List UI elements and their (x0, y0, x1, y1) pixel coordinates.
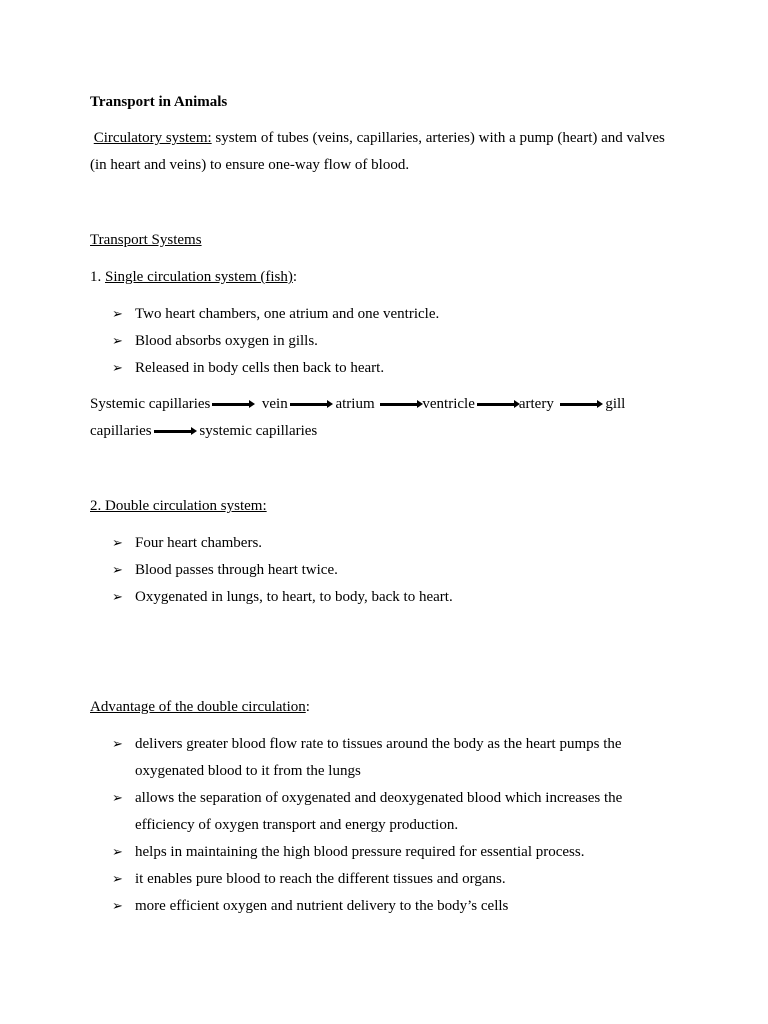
list-item: ➢ Released in body cells then back to heart. (90, 355, 650, 382)
single-colon: : (292, 269, 298, 285)
right-arrow-icon (477, 403, 517, 406)
list-item: ➢ it enables pure blood to reach the different tissues and organs. (90, 866, 650, 893)
arrow-bullet-icon: ➢ (112, 872, 123, 887)
list-item: ➢ more efficient oxygen and nutrient delivery to the body’s cells (90, 893, 650, 920)
flow-step: artery (518, 396, 554, 412)
arrow-bullet-icon: ➢ (112, 737, 123, 752)
right-arrow-icon (290, 403, 330, 406)
arrow-bullet-icon: ➢ (112, 334, 123, 349)
arrow-bullet-icon: ➢ (112, 590, 123, 605)
flow-step: Systemic capillaries (90, 396, 211, 412)
advantage-heading (90, 694, 690, 721)
list-item: ➢ Two heart chambers, one atrium and one ventricle. (90, 301, 650, 328)
single-circulation-flow (90, 391, 690, 445)
flow-step: systemic capillaries (199, 423, 318, 439)
advantage-heading-text: Advantage of the double circulation (90, 699, 306, 715)
single-heading-text: Single circulation system (fish) (105, 269, 293, 285)
arrow-bullet-icon: ➢ (112, 563, 123, 578)
right-arrow-icon (154, 430, 194, 433)
right-arrow-icon (560, 403, 600, 406)
arrow-bullet-icon: ➢ (112, 536, 123, 551)
arrow-bullet-icon: ➢ (112, 899, 123, 914)
advantage-colon: : (305, 699, 310, 715)
arrow-bullet-icon: ➢ (112, 845, 123, 860)
circulatory-text: system of tubes (veins, capillaries, arteries) with a pump (heart) and valves (in heart and veins) to ensure one-way flow of blood. (90, 130, 665, 173)
right-arrow-icon (212, 403, 252, 406)
circulatory-definition (90, 125, 680, 179)
list-item: ➢ delivers greater blood flow rate to tissues around the body as the heart pumps the oxygenated blood to it from the lungs (90, 731, 650, 785)
single-bullet-list (90, 301, 650, 382)
advantage-bullet-list (90, 731, 650, 920)
flow-step: atrium (335, 396, 375, 412)
flow-step: ventricle (422, 396, 475, 412)
list-item: ➢ Oxygenated in lungs, to heart, to body, back to heart. (90, 584, 650, 611)
right-arrow-icon (380, 403, 420, 406)
arrow-bullet-icon: ➢ (112, 361, 123, 376)
list-item: ➢ allows the separation of oxygenated and deoxygenated blood which increases the efficiency of oxygen transport and energy production. (90, 785, 650, 839)
single-circulation-heading (90, 264, 690, 291)
list-item: ➢ Blood passes through heart twice. (90, 557, 650, 584)
flow-step: vein (261, 396, 288, 412)
list-item: ➢ Four heart chambers. (90, 530, 650, 557)
double-bullet-list (90, 530, 650, 611)
flow-step: gill capillaries (90, 396, 626, 439)
transport-systems-heading: Transport Systems (90, 232, 202, 248)
double-circulation-heading: 2. Double circulation system: (90, 498, 267, 514)
single-number: 1. (90, 269, 105, 285)
list-item: ➢ helps in maintaining the high blood pressure required for essential process. (90, 839, 650, 866)
arrow-bullet-icon: ➢ (112, 791, 123, 806)
circulatory-term: Circulatory system: (93, 130, 212, 146)
list-item: ➢ Blood absorbs oxygen in gills. (90, 328, 650, 355)
page-title: Transport in Animals (90, 94, 228, 110)
arrow-bullet-icon: ➢ (112, 307, 123, 322)
